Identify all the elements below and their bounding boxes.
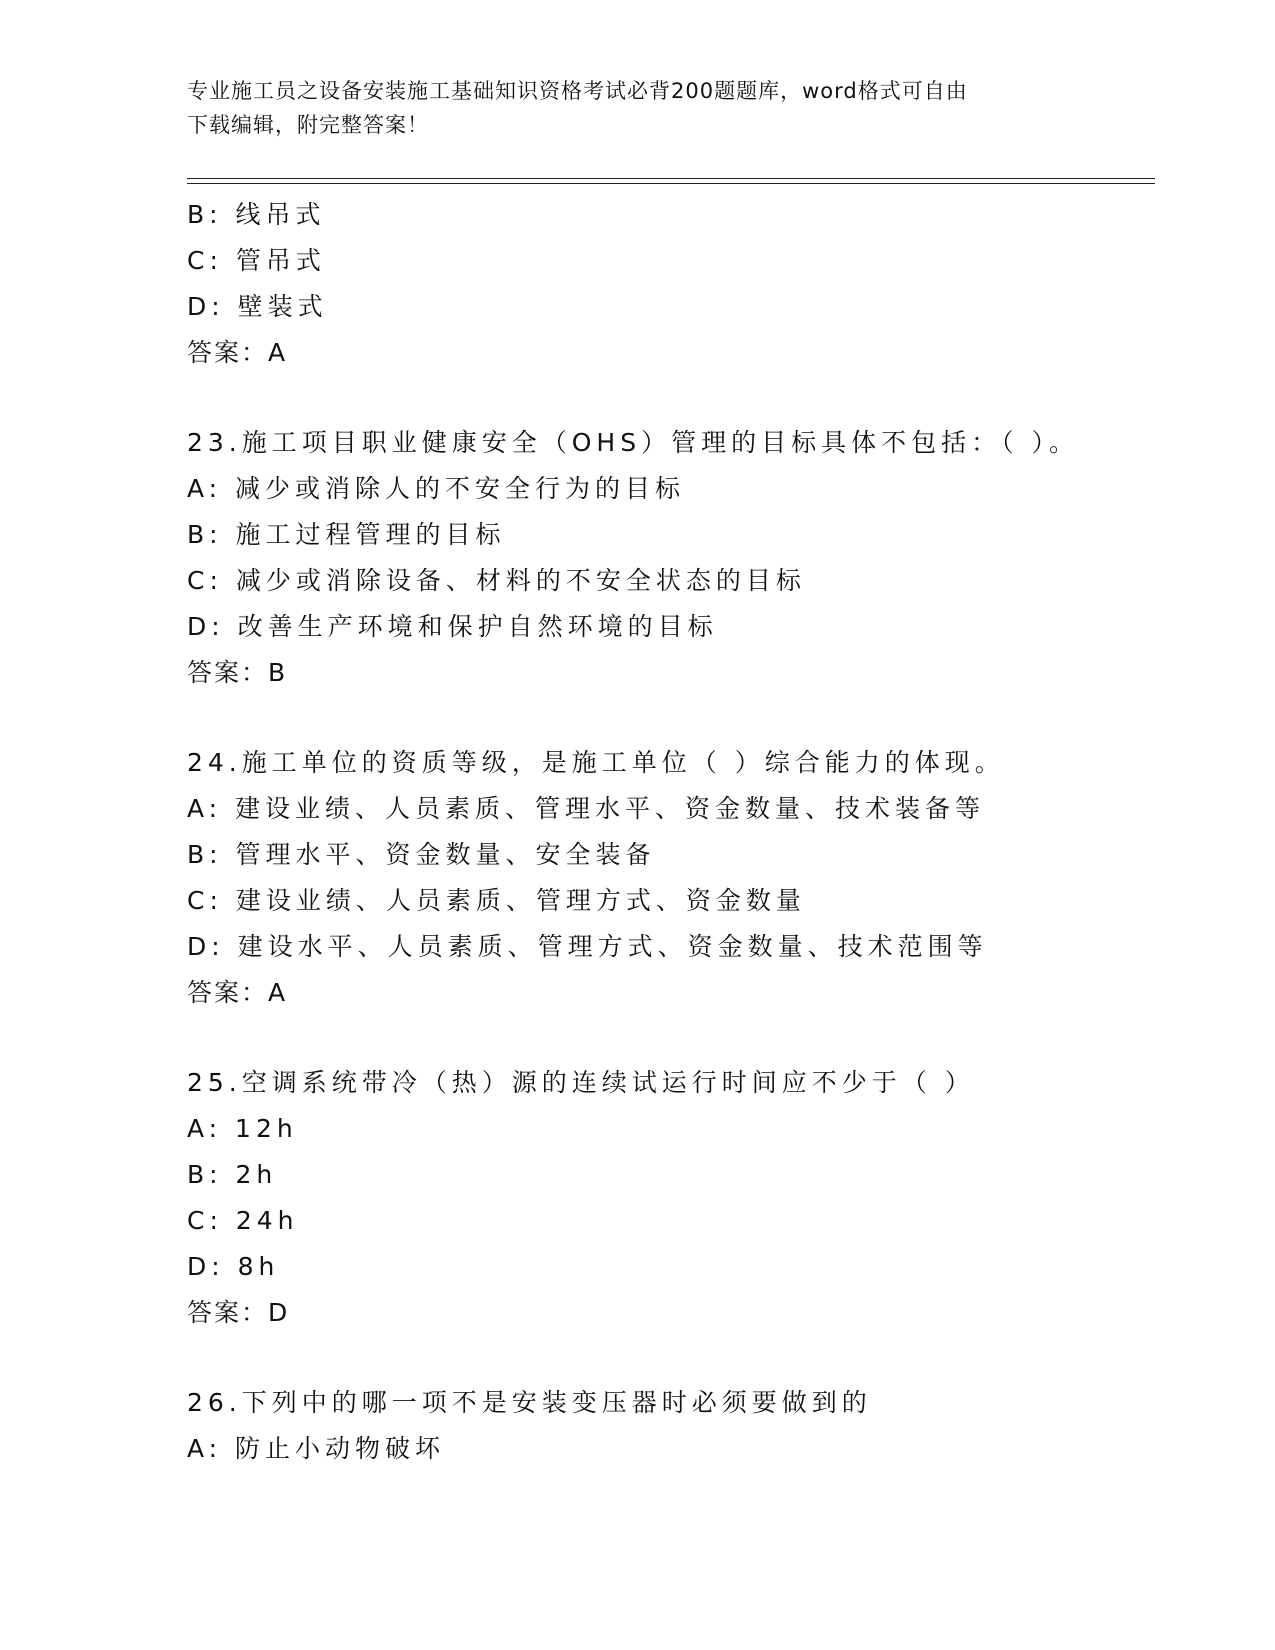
option-b: B: 2h bbox=[187, 1160, 278, 1189]
question-25 bbox=[187, 1060, 1155, 1336]
answer-line: 答案：B bbox=[187, 658, 288, 687]
question-stem: 24.施工单位的资质等级，是施工单位（ ）综合能力的体现。 bbox=[187, 748, 1005, 777]
option-a: A: 建设业绩、人员素质、管理水平、资金数量、技术装备等 bbox=[187, 794, 986, 823]
question-24 bbox=[187, 740, 1155, 1016]
option-d: D: 建设水平、人员素质、管理方式、资金数量、技术范围等 bbox=[187, 932, 988, 961]
question-stem: 23.施工项目职业健康安全（OHS）管理的目标具体不包括：（ ）。 bbox=[187, 428, 1080, 457]
option-c: C: 减少或消除设备、材料的不安全状态的目标 bbox=[187, 566, 806, 595]
header-title-line-2: 下载编辑，附完整答案！ bbox=[187, 113, 429, 137]
question-stem: 26.下列中的哪一项不是安装变压器时必须要做到的 bbox=[187, 1388, 872, 1417]
question-fragment bbox=[187, 192, 1155, 376]
document-header bbox=[187, 74, 1087, 142]
option-c: C: 24h bbox=[187, 1206, 299, 1235]
spacer bbox=[187, 376, 1155, 420]
question-stem: 25.空调系统带冷（热）源的连续试运行时间应不少于（ ） bbox=[187, 1068, 975, 1097]
question-23 bbox=[187, 420, 1155, 696]
option-a: A: 12h bbox=[187, 1114, 298, 1143]
answer-line: 答案：A bbox=[187, 978, 288, 1007]
option-d: D: 8h bbox=[187, 1252, 280, 1281]
option-a: A: 防止小动物破坏 bbox=[187, 1434, 446, 1463]
header-divider-bottom bbox=[187, 183, 1155, 184]
question-list bbox=[187, 192, 1155, 1472]
option-d: D: 改善生产环境和保护自然环境的目标 bbox=[187, 612, 718, 641]
option-b: B: 线吊式 bbox=[187, 200, 326, 229]
spacer bbox=[187, 696, 1155, 740]
option-b: B: 施工过程管理的目标 bbox=[187, 520, 506, 549]
option-d: D: 壁装式 bbox=[187, 292, 328, 321]
option-c: C: 建设业绩、人员素质、管理方式、资金数量 bbox=[187, 886, 806, 915]
answer-line: 答案：D bbox=[187, 1298, 290, 1327]
spacer bbox=[187, 1016, 1155, 1060]
option-a: A: 减少或消除人的不安全行为的目标 bbox=[187, 474, 686, 503]
option-b: B: 管理水平、资金数量、安全装备 bbox=[187, 840, 656, 869]
question-26 bbox=[187, 1380, 1155, 1472]
answer-line: 答案：A bbox=[187, 338, 288, 367]
header-title-line-1: 专业施工员之设备安装施工基础知识资格考试必背200题题库，word格式可自由 bbox=[187, 79, 968, 103]
spacer bbox=[187, 1336, 1155, 1380]
header-divider-top bbox=[187, 178, 1155, 179]
option-c: C: 管吊式 bbox=[187, 246, 326, 275]
